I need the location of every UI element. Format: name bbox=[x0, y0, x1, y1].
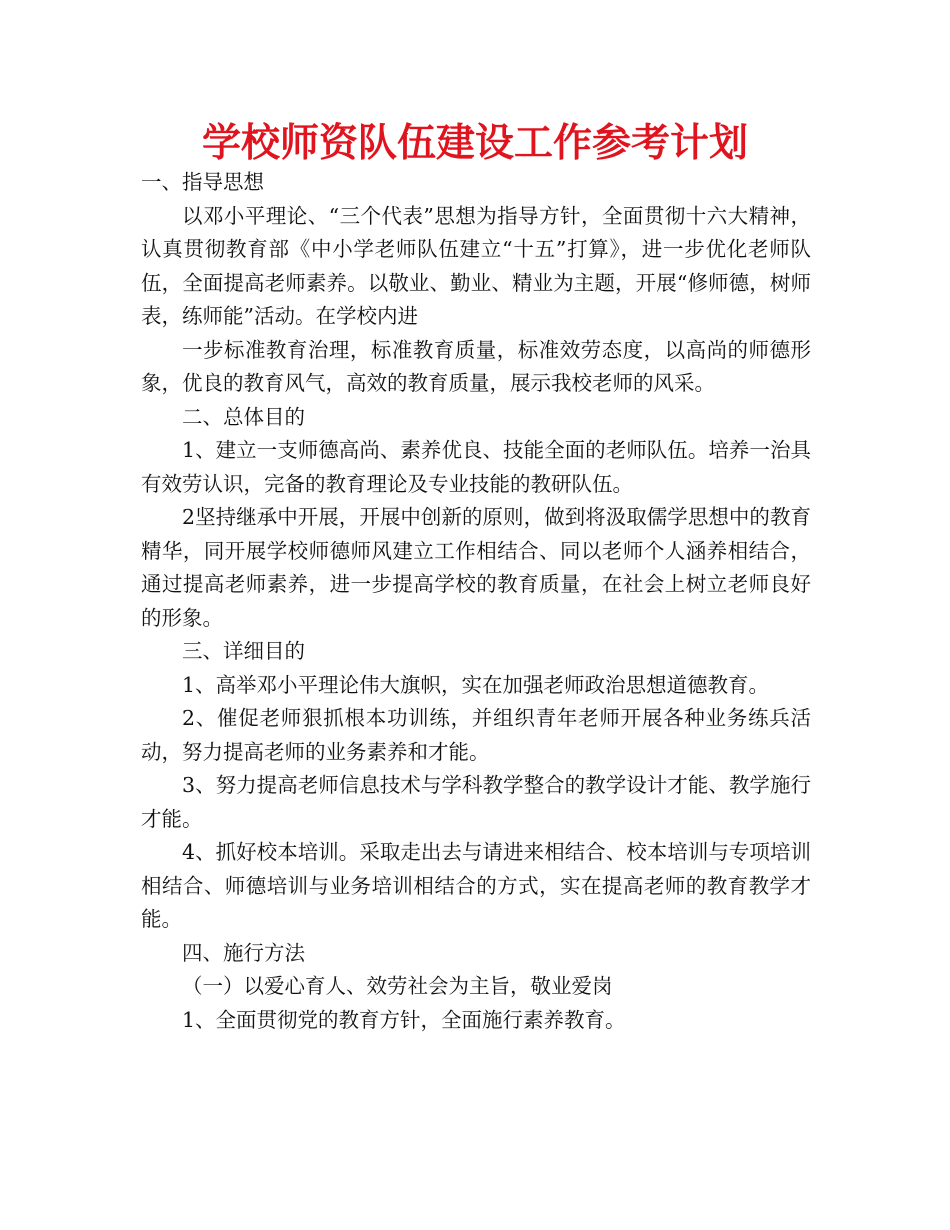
paragraph: （一）以爱心育人、效劳社会为主旨，敬业爱岗 bbox=[182, 974, 613, 998]
paragraph: 1、建立一支师德高尚、素养优良、技能全面的老师队伍。培养一治具有效劳认识，完备的教育理论及专业技能的教研队伍。 bbox=[141, 438, 811, 496]
paragraph: 4、抓好校本培训。采取走出去与请进来相结合、校本培训与专项培训相结合、师德培训与业务培训相结合的方式，实在提高老师的教育教学才能。 bbox=[141, 840, 811, 931]
paragraph: 2坚持继承中开展，开展中创新的原则，做到将汲取儒学思想中的教育精华，同开展学校师德师风建立工作相结合、同以老师个人涵养相结合，通过提高老师素养，进一步提高学校的教育质量，在社会上树立老师良好的形象。 bbox=[141, 505, 811, 630]
paragraph: 1、全面贯彻党的教育方针，全面施行素养教育。 bbox=[182, 1007, 626, 1032]
paragraph: 一、指导思想 bbox=[141, 170, 264, 194]
document-title: 学校师资队伍建设工作参考计划 bbox=[201, 121, 748, 166]
paragraph: 1、高举邓小平理论伟大旗帜，实在加强老师政治思想道德教育。 bbox=[182, 672, 770, 697]
paragraph: 2、催促老师狠抓根本功训练，并组织青年老师开展各种业务练兵活动，努力提高老师的业务素养和才能。 bbox=[141, 706, 811, 764]
paragraph: 3、努力提高老师信息技术与学科教学整合的教学设计才能、教学施行才能。 bbox=[141, 773, 811, 831]
paragraph: 二、总体目的 bbox=[182, 404, 305, 429]
paragraph: 四、施行方法 bbox=[182, 940, 305, 965]
document-body bbox=[141, 166, 811, 1037]
paragraph: 三、详细目的 bbox=[182, 639, 305, 663]
paragraph: 以邓小平理论、“三个代表”思想为指导方针，全面贯彻十六大精神，认真贯彻教育部《中小学老师队伍建立“十五”打算》，进一步优化老师队伍，全面提高老师素养。以敬业、勤业、精业为主题，开展“修师德，树师表，练师能”活动。在学校内进 bbox=[141, 203, 811, 328]
paragraph: 一步标准教育治理，标准教育质量，标准效劳态度，以高尚的师德形象，优良的教育风气，高效的教育质量，展示我校老师的风采。 bbox=[141, 337, 811, 395]
